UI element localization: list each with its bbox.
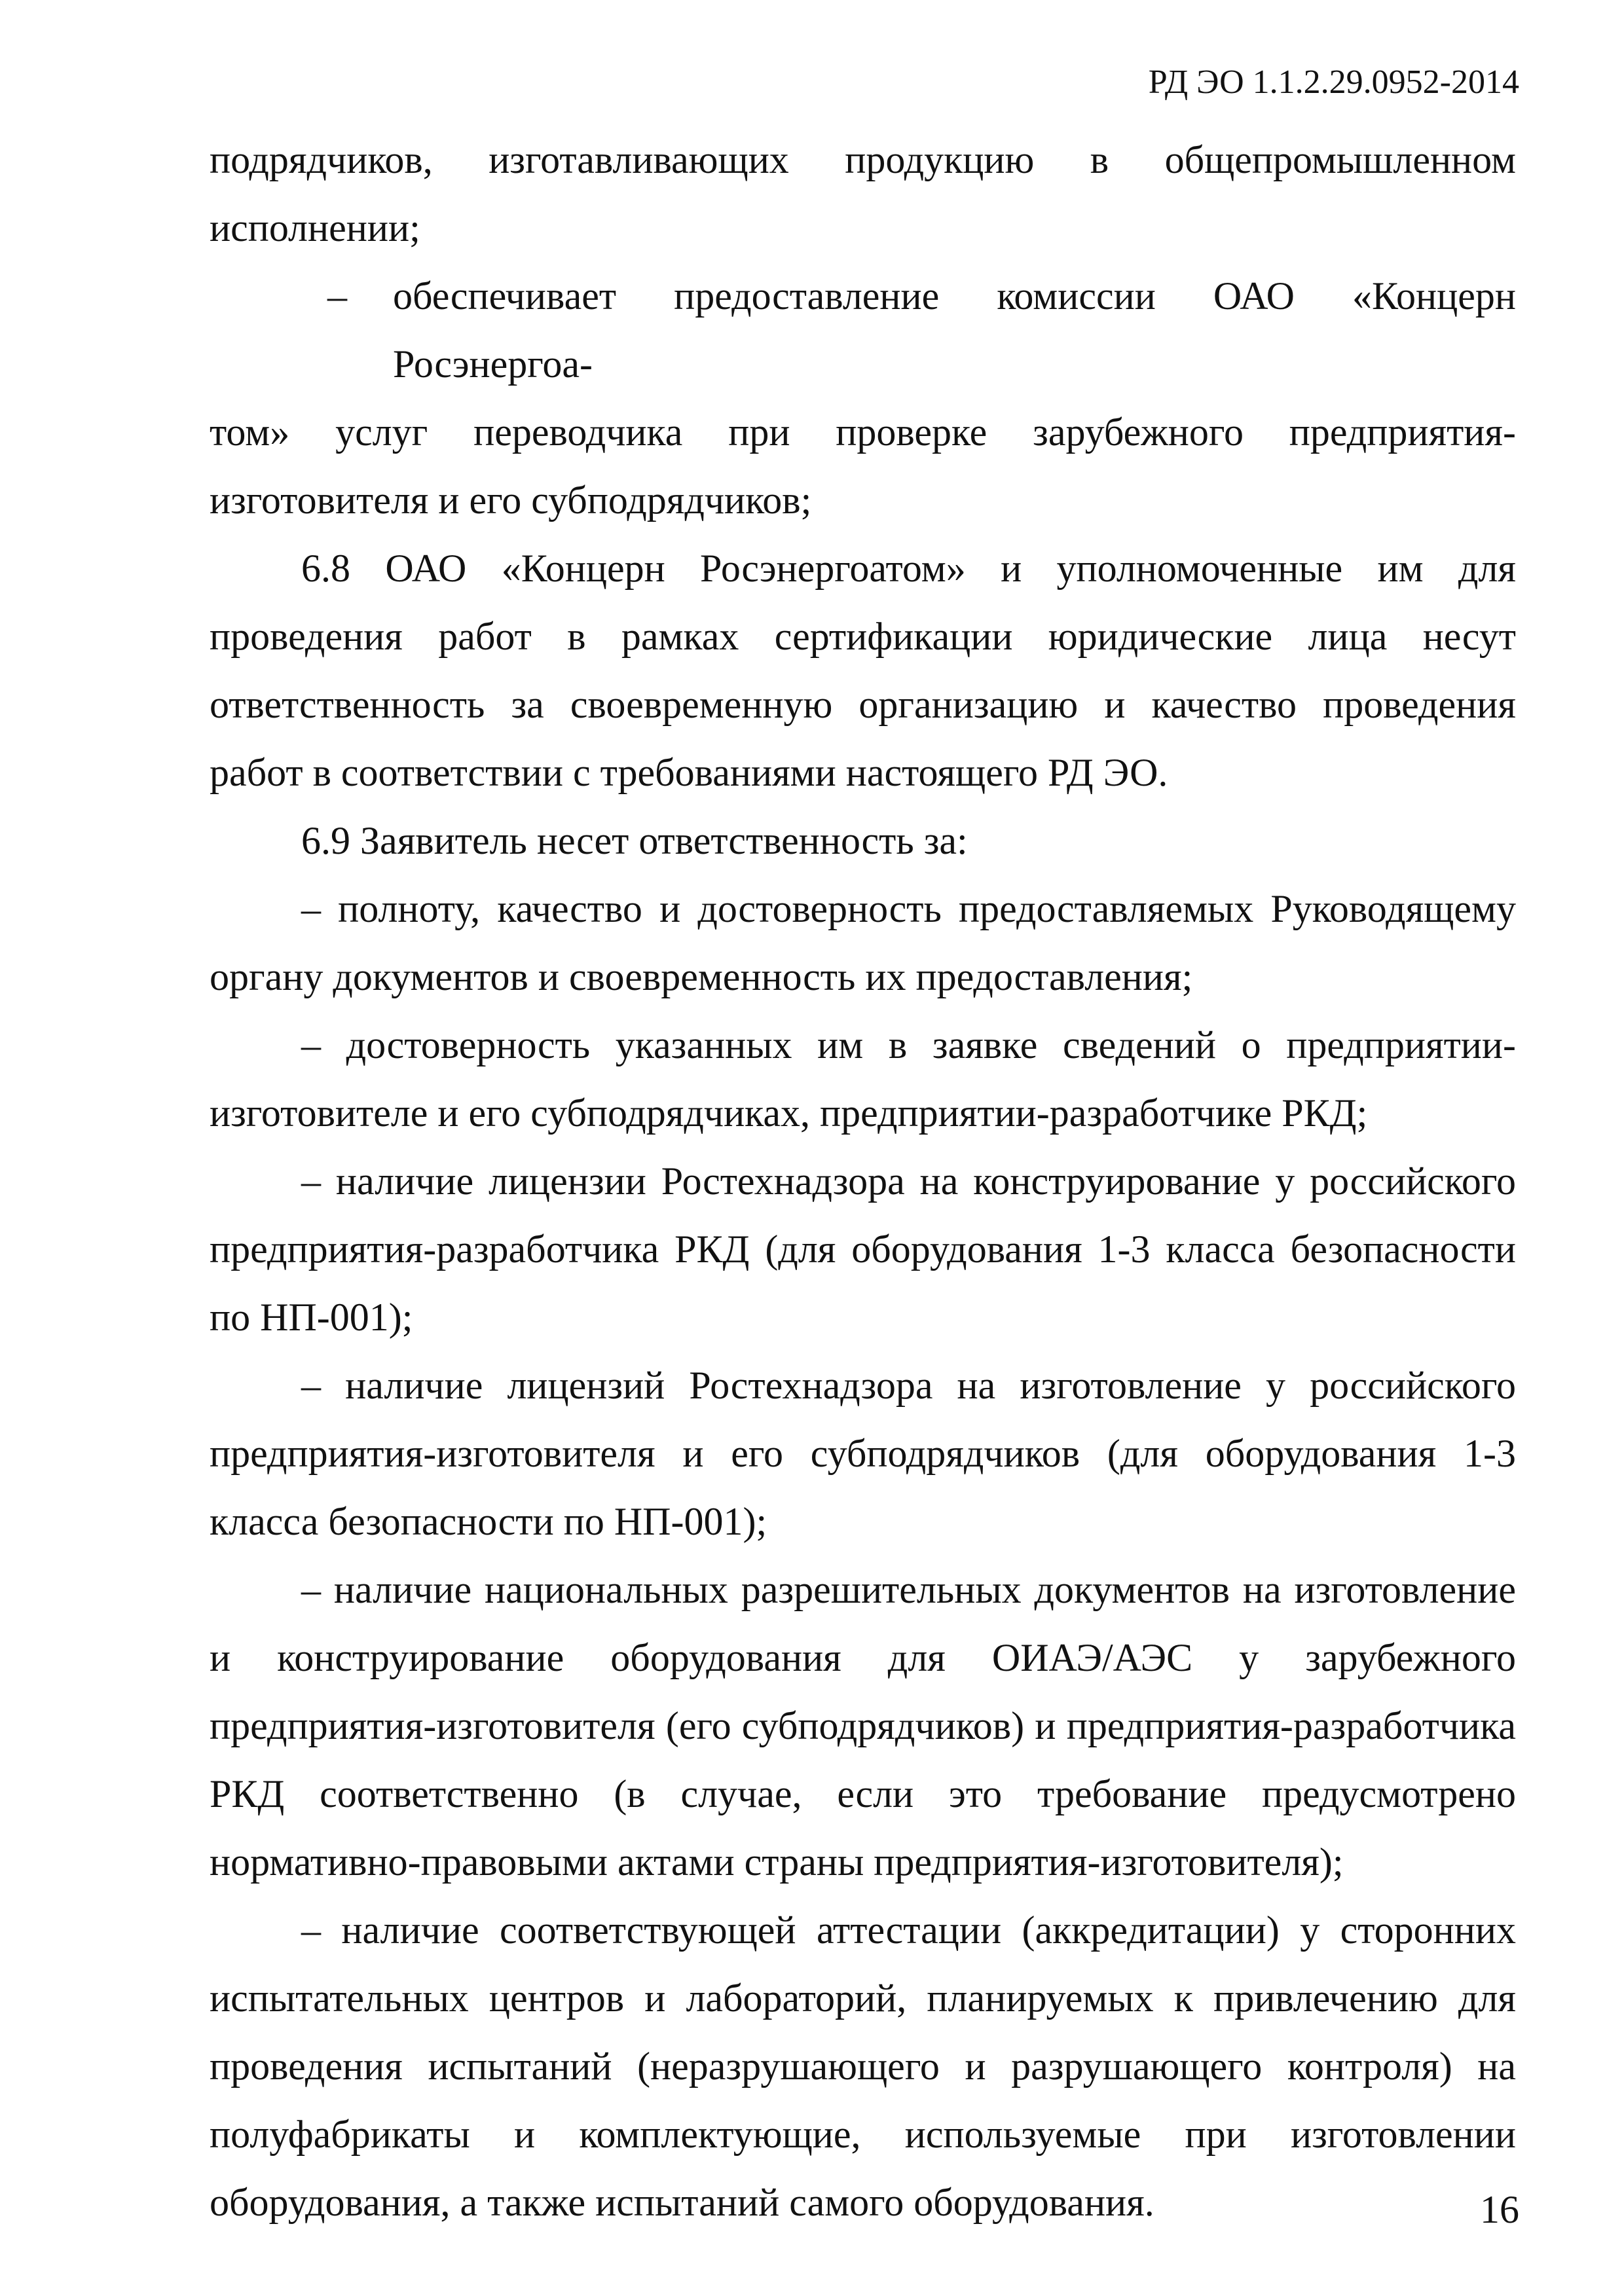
- document-code-header: РД ЭО 1.1.2.29.0952-2014: [1148, 64, 1519, 101]
- list-item: – наличие соответствующей аттестации (аккредитации) у сторонних испытательных центров и лабораторий, планируемых к привлечению для проведения испытаний (неразрушающего и разрушающего контроля) на полуфабрикаты и комплектующие, используемые при изготовлении оборудования, а также испытаний самого оборудования.: [210, 1908, 1516, 2224]
- list-item: – достоверность указанных им в заявке сведений о предприятии-изготовителе и его субподрядчиках, предприятии-разработчике РКД;: [210, 1023, 1516, 1135]
- paragraph-6-9: 6.9 Заявитель несет ответственность за:: [301, 819, 968, 862]
- list-item: – полноту, качество и достоверность предоставляемых Руководящему органу документов и своевременность их предоставления;: [210, 887, 1516, 998]
- list-dash: –: [327, 274, 347, 318]
- paragraph-continuation: подрядчиков, изготавливающих продукцию в общепромышленном исполнении;: [210, 138, 1516, 249]
- list-item: – наличие лицензии Ростехнадзора на конструирование у российского предприятия-разработчика РКД (для оборудования 1-3 класса безопасности по НП-001);: [210, 1159, 1516, 1339]
- page-number: 16: [1480, 2188, 1519, 2231]
- paragraph-6-8: 6.8 ОАО «Концерн Росэнергоатом» и уполномоченные им для проведения работ в рамках сертификации юридические лица несут ответственность за своевременную организацию и качество проведения работ в соответствии с требованиями настоящего РД ЭО.: [210, 547, 1516, 794]
- list-item: – наличие лицензий Ростехнадзора на изготовление у российского предприятия-изготовителя и его субподрядчиков (для оборудования 1-3 класса безопасности по НП-001);: [210, 1364, 1516, 1543]
- list-item-translator: [327, 262, 1516, 398]
- list-item-translator-continuation: том» услуг переводчика при проверке зарубежного предприятия-изготовителя и его субподрядчиков;: [210, 410, 1516, 522]
- list-item-text: обеспечивает предоставление комиссии ОАО «Концерн Росэнергоа-: [393, 274, 1516, 386]
- document-body: [210, 126, 1516, 2236]
- list-item: – наличие национальных разрешительных документов на изготовление и конструирование оборудования для ОИАЭ/АЭС у зарубежного предприятия-изготовителя (его субподрядчиков) и предприятия-разработчика РКД соответственно (в случае, если это требование предусмотрено нормативно-правовыми актами страны предприятия-изготовителя);: [210, 1568, 1516, 1884]
